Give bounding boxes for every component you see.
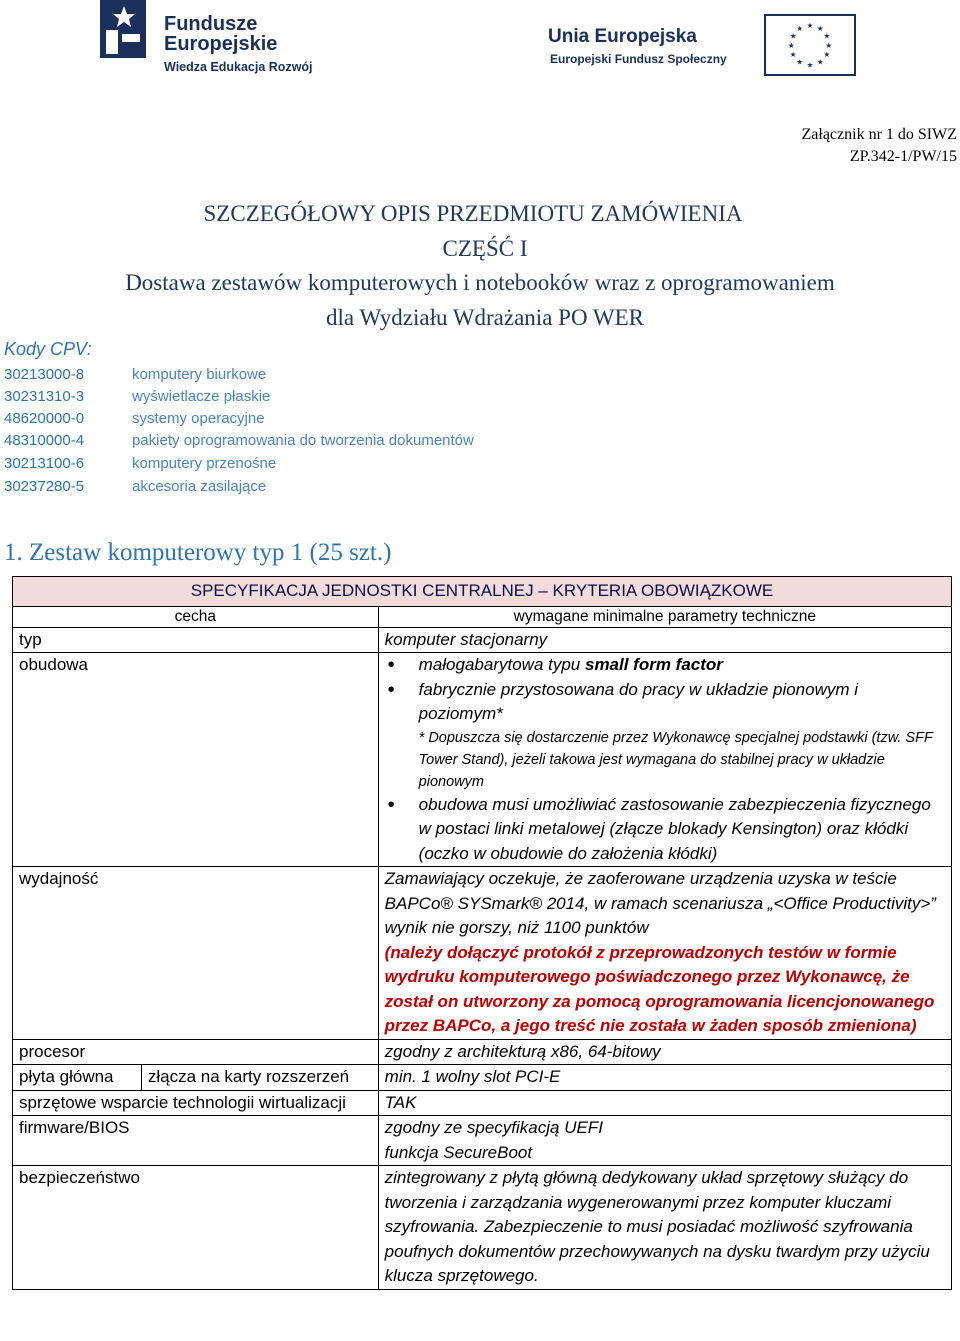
- table-row: [13, 627, 952, 653]
- title-line4: dla Wydziału Wdrażania PO WER: [326, 305, 644, 330]
- cpv-code: 30237280-5: [4, 478, 85, 495]
- ue-logo-subtitle: Europejski Fundusz Społeczny: [550, 52, 727, 66]
- row-label-wirtualizacja: sprzętowe wsparcie technologii wirtualizacji: [13, 1090, 379, 1116]
- obudowa-b1-bold: small form factor: [584, 655, 723, 674]
- row-label-bezpieczenstwo: bezpieczeństwo: [13, 1166, 379, 1290]
- cpv-row: [4, 410, 265, 432]
- attachment-line1: Załącznik nr 1 do SIWZ: [801, 126, 957, 143]
- obudowa-note: * Dopuszcza się dostarczenie przez Wykonawcę specjalnej podstawki (tzw. SFF Tower Stand), jeżeli takowa jest wymagana do stabilnej pracy w układzie pionowym: [418, 729, 933, 790]
- row-label-firmware: firmware/BIOS: [13, 1116, 379, 1166]
- table-header: SPECYFIKACJA JEDNOSTKI CENTRALNEJ – KRYTERIA OBOWIĄZKOWE: [13, 577, 952, 607]
- list-item: [419, 653, 945, 678]
- table-row: [13, 1039, 952, 1065]
- row-label-procesor: procesor: [13, 1039, 379, 1065]
- wydajnosc-text: Zamawiający oczekuje, że zaoferowane urządzenia uzyska w teście BAPCo® SYSmark® 2014, w ramach scenariusza „<Office Productivity>” wynik nie gorszy, niż 1100 punktów: [384, 869, 936, 937]
- row-value-wirtualizacja: TAK: [378, 1090, 951, 1116]
- row-value-procesor: zgodny z architekturą x86, 64-bitowy: [378, 1039, 951, 1065]
- cpv-code: 30213100-6: [4, 455, 85, 472]
- cpv-heading: Kody CPV:: [4, 339, 92, 359]
- svg-text:★: ★: [825, 40, 833, 50]
- cpv-code: 48310000-4: [4, 432, 85, 449]
- cpv-desc: komputery przenośne: [132, 455, 277, 472]
- column-header-feature: cecha: [13, 606, 379, 627]
- table-row: [13, 1090, 952, 1116]
- title-line2: CZĘŚĆ I: [442, 236, 528, 261]
- svg-text:★: ★: [787, 40, 795, 50]
- obudowa-b1-text: małogabarytowa typu: [418, 655, 585, 674]
- obudowa-b2-text: fabrycznie przystosowana do pracy w układzie pionowym i poziomym*: [418, 679, 859, 723]
- svg-text:★: ★: [816, 57, 824, 67]
- obudowa-list: [385, 653, 945, 866]
- fundusze-europejskie-logo: [100, 0, 340, 80]
- cpv-row: [4, 455, 276, 477]
- cpv-row: [4, 366, 266, 388]
- cpv-row: [4, 478, 266, 500]
- row-value-firmware: [378, 1116, 951, 1166]
- svg-text:★: ★: [806, 21, 814, 31]
- fe-logo-mark-icon: [100, 0, 146, 58]
- svg-text:★: ★: [806, 60, 814, 70]
- eu-flag-icon: [764, 14, 856, 76]
- svg-text:★: ★: [823, 50, 831, 60]
- unia-europejska-logo: [548, 14, 858, 78]
- table-row: [13, 1166, 952, 1290]
- row-value-wydajnosc: [378, 867, 951, 1040]
- attachment-reference: [802, 124, 958, 168]
- fe-logo-subtitle: Wiedza Edukacja Rozwój: [164, 60, 313, 74]
- obudowa-b3-text: obudowa musi umożliwiać zastosowanie zabezpieczenia fizycznego w postaci linki metalowej (złącze blokady Kensington) oraz kłódki (oczko w obudowie do założenia kłódki): [418, 794, 931, 863]
- cpv-code: 30231310-3: [4, 388, 85, 405]
- firmware-value1: zgodny ze specyfikacją UEFI: [384, 1118, 603, 1137]
- section-title: 1. Zestaw komputerowy typ 1 (25 szt.): [4, 539, 392, 566]
- table-header-row: [13, 577, 952, 607]
- row-label-typ: typ: [13, 627, 379, 653]
- list-item: [419, 678, 945, 793]
- svg-text:★: ★: [823, 31, 831, 41]
- row-label-wydajnosc: wydajność: [13, 867, 379, 1040]
- fe-logo-title-line1: Fundusze: [164, 13, 258, 35]
- wydajnosc-red-note: (należy dołączyć protokół z przeprowadzonych testów w formie wydruku komputerowego poświadczonego przez Wykonawcę, że został on utworzony za pomocą oprogramowania licencjonowanego przez BAPCo, a jego treść nie została w żaden sposób zmieniona): [384, 942, 935, 1035]
- row-label-obudowa: obudowa: [13, 653, 379, 867]
- row-value-obudowa: [378, 653, 951, 867]
- cpv-code: 30213000-8: [4, 366, 85, 383]
- table-row: [13, 1116, 952, 1166]
- cpv-row: [4, 388, 270, 410]
- attachment-line2: ZP.342-1/PW/15: [849, 148, 957, 165]
- row-value-typ: komputer stacjonarny: [378, 627, 951, 653]
- list-item: [419, 793, 945, 867]
- title-line3: Dostawa zestawów komputerowych i notebooków wraz z oprogramowaniem: [125, 270, 835, 295]
- table-row: [13, 1065, 952, 1091]
- ue-logo-title: Unia Europejska: [548, 26, 697, 47]
- table-subheader-row: [13, 606, 952, 627]
- row-sublabel-plyta: złącza na karty rozszerzeń: [141, 1065, 378, 1091]
- cpv-desc: systemy operacyjne: [132, 410, 265, 427]
- cpv-desc: komputery biurkowe: [132, 366, 267, 383]
- cpv-desc: wyświetlacze płaskie: [132, 388, 271, 405]
- row-label-plyta: płyta główna: [13, 1065, 142, 1091]
- fe-logo-title-line2: Europejskie: [164, 33, 278, 55]
- row-value-plyta: min. 1 wolny slot PCI-E: [378, 1065, 951, 1091]
- cpv-code: 48620000-0: [4, 410, 85, 427]
- svg-text:★: ★: [789, 31, 797, 41]
- row-value-bezpieczenstwo: zintegrowany z płytą główną dedykowany układ sprzętowy służący do tworzenia i zarządzania wygenerowanymi przez komputer kluczami szyfrowania. Zabezpieczenie to musi posiadać możliwość szyfrowania poufnych dokumentów przechowywanych na dysku twardym przy użyciu klucza sprzętowego.: [378, 1166, 951, 1290]
- cpv-desc: pakiety oprogramowania do tworzenia dokumentów: [132, 432, 474, 449]
- title-line1: SZCZEGÓŁOWY OPIS PRZEDMIOTU ZAMÓWIENIA: [203, 201, 743, 226]
- svg-text:★: ★: [789, 50, 797, 60]
- svg-text:★: ★: [796, 23, 804, 33]
- spec-table: [12, 576, 952, 1290]
- svg-text:★: ★: [816, 23, 824, 33]
- column-header-requirements: wymagane minimalne parametry techniczne: [378, 606, 951, 627]
- cpv-desc: akcesoria zasilające: [132, 478, 267, 495]
- firmware-value2: funkcja SecureBoot: [384, 1142, 533, 1162]
- table-row: [13, 653, 952, 867]
- svg-text:★: ★: [796, 57, 804, 67]
- cpv-row: [4, 432, 474, 454]
- table-row: [13, 867, 952, 1040]
